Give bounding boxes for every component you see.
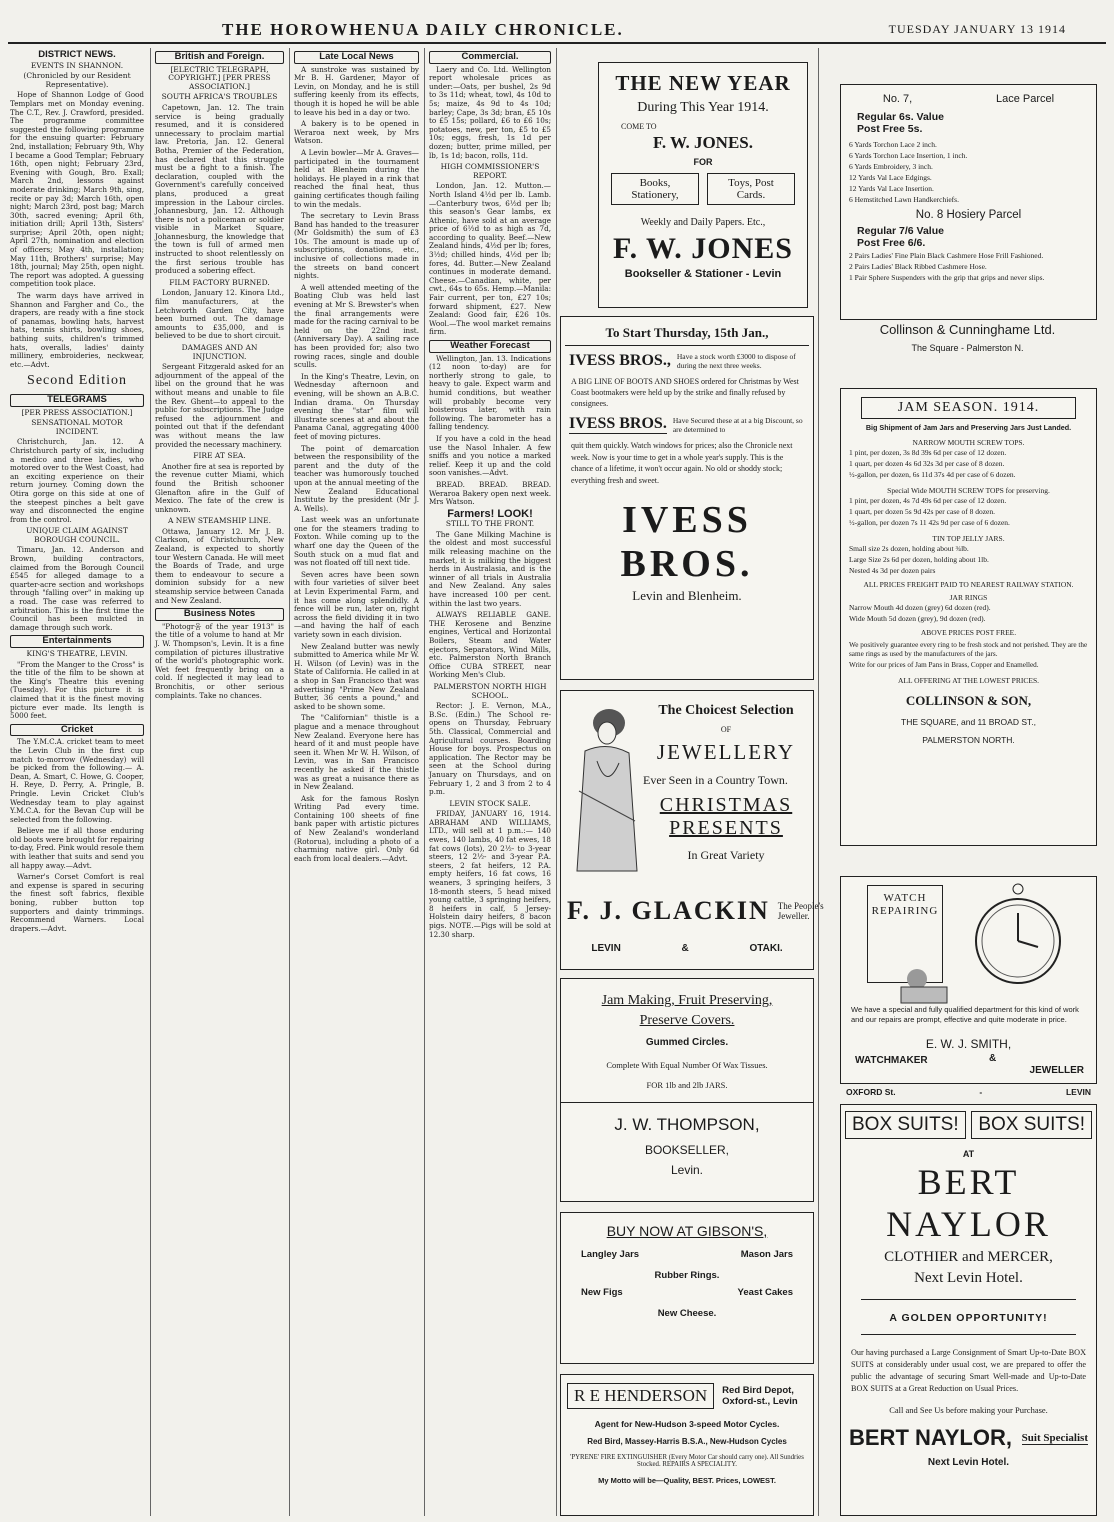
article-heading: FIRE AT SEA. [193, 451, 246, 461]
article-heading: SENSATIONAL MOTOR INCIDENT. [31, 418, 123, 436]
article-byline: (Chronicled by our Resident Representative). [23, 71, 131, 89]
ad-re-henderson [560, 1374, 814, 1516]
advertisement-text: If you have a cold in the head use the Nasol Inhaler. A few sniffs and you notice a marked relief. Keep it up and the cold soon vanishes.—Advt. [429, 433, 551, 478]
article-body: Ottawa, January 12. Mr J. B. Clarkson, of Christchurch, New Zealand, is expected to shortly tour Western Canada. He will meet the Boards of Trade, and urge them to endeavour to secure a dominion subsidy for a new steamship service between Canada and New Zealand. [155, 526, 284, 605]
advertisement-text: Warner's Corset Comfort is real and expense is spared in securing the finest soft fabrics, flexible boning, rubber button top supporters and dainty trimmings. Recommend Warners. Local drapers.—Advt. [10, 872, 144, 933]
parcel-item: 6 Hemstitched Lawn Handkerchiefs. [849, 195, 959, 204]
product-item: Mason Jars [740, 1249, 793, 1260]
ad-text: FOR [693, 157, 713, 167]
article-heading: DAMAGES AND AN INJUNCTION. [181, 343, 258, 361]
ad-fw-jones [598, 62, 808, 308]
ad-subtitle: Big Shipment of Jam Jars and Preserving Jars Just Landed. [865, 423, 1072, 432]
price-row: 1 pint, per dozen, 4s 7d 49s 6d per case of 12 dozen. [849, 496, 1007, 505]
section-heading: Entertainments [10, 635, 144, 648]
ad-merchant-name: E. W. J. SMITH, [925, 1037, 1012, 1051]
section-heading: Cricket [10, 724, 144, 737]
section-heading: Business Notes [155, 608, 284, 621]
ad-text: Our having purchased a Large Consignment of Smart Up-to-Date BOX SUITS at considerably under usual cost, we are prepared to offer the public the advantage of securing Smart Well-made and Up-to-Date BOX SUITS at a Great Reduction on Usual Prices. [851, 1348, 1086, 1393]
ad-title: JAM SEASON. 1914. [861, 397, 1076, 419]
ad-christmas: CHRISTMAS [659, 794, 793, 816]
ad-text: Agent for New-Hudson 3-speed Motor Cycles. [594, 1419, 780, 1429]
parcel-number: No. 7, [882, 93, 913, 105]
article-heading: UNIQUE CLAIM AGAINST BOROUGH COUNCIL. [26, 526, 128, 544]
ad-text: Ever Seen in a Country Town. [643, 773, 788, 787]
ad-text: Gummed Circles. [645, 1037, 729, 1048]
ad-subtitle: Preserve Covers. [639, 1013, 735, 1028]
ad-text: Write for our prices of Jam Pans in Brass, Copper and Enamelled. [849, 661, 1039, 669]
ad-text: ALL OFFERING AT THE LOWEST PRICES. [898, 676, 1039, 685]
ad-text: Weekly and Daily Papers. Etc., [640, 217, 766, 228]
ad-banner: To Start Thursday, 15th Jan., [565, 325, 809, 346]
ad-text: ALL PRICES FREIGHT PAID TO NEAREST RAILWAY STATION. [863, 580, 1074, 589]
ad-title: BUY NOW AT GIBSON'S, [606, 1223, 768, 1239]
ad-motto: My Motto will be—Quality, BEST. Prices, LOWEST. [598, 1476, 776, 1485]
ad-text: Have Secured these at at a big Discount, so are determined to [672, 415, 803, 434]
price-row: 1 pint, per dozen, 3s 8d 39s 6d per case of 12 dozen. [849, 448, 1007, 457]
ad-text: A BIG LINE OF BOOTS AND SHOES ordered for Christmas by West Coast bootmakers were held up by the strike and finally refused by consignees. [571, 377, 799, 408]
article-body: "Photogr움 of the year 1913" is the title of a volume to hand at Mr J. W. Thompson's, Levin. It is a fine compilation of pictures illustrative of the world's photographic work. Wet feet frequently bring on a cold. If neglected it may lead to Bronchitis, or other serious complaints. Take no chances. [155, 621, 284, 700]
parcel-item: 6 Yards Torchon Lace Insertion, 1 inch. [849, 151, 968, 160]
ad-town: Levin. [670, 1163, 704, 1177]
price-row: 1 quart, per dozen 5s 9d 42s per case of 8 dozen. [849, 507, 995, 516]
ad-ewj-smith [840, 876, 1097, 1084]
advertisement-text: The warm days have arrived in Shannon and Fargher and Co., the drapers, are ready with a fine stock of panamas, bowling hats, harvest hats, tennis shirts, bowling shoes, bathing suits, children's trimmed hats, overalls, ladies' dainty millinery, embroideries, neckwear, etc.—Advt. [10, 291, 144, 369]
ad-subtitle: A GOLDEN OPPORTUNITY! [889, 1312, 1048, 1324]
ad-address: Red Bird Depot, Oxford-st., Levin [722, 1385, 798, 1407]
product-item: New Figs [581, 1287, 623, 1298]
product-item: Yeast Cakes [737, 1287, 793, 1298]
parcel-title: No. 8 Hosiery Parcel [915, 209, 1022, 221]
ad-jw-thompson [560, 978, 814, 1202]
ad-trade: BOOKSELLER, [644, 1143, 730, 1157]
section-heading: Commercial. [429, 51, 551, 64]
ad-text: The People's Jeweller. [777, 901, 824, 921]
ad-trade: CLOTHIER and MERCER, [884, 1249, 1053, 1265]
ad-subtitle: During This Year 1914. [637, 100, 769, 115]
article-body: The secretary to Levin Brass Band has handed to the treasurer (Mr Goldsmith) the sum of £3 10s. The amount is made up of subscriptions, donations, etc., inclusive of collections made in the streets on band concert nights. [294, 211, 419, 281]
ad-section: NARROW MOUTH SCREW TOPS. [912, 438, 1025, 447]
article-body: London, Jan. 12. Mutton.—North Island 4½d per lb. Lamb.—Canterbury twos, 6½d per lb; this season's Gear lambs, ex Athenic, have sold at an average price of 6½d to as high as 7d, according to quality. Beef.—New Zealand hinds, 4½d per lb; fores, 3½d; chilled hinds, 4½d per lb; fores, 4d. Butter.—New Zealand continues in moderate demand. Cheese.—Canadian, white, per cwt., 64s to 65s. Hemp.—Manila: Fair current, per ton, £27 10s; forward shipment, £27. New Zealand: Good fair, £26 10s. Wool.—The wool market remains firm. [429, 181, 551, 337]
ad-box-toys: Toys, Post Cards. [707, 173, 795, 205]
ad-jam-season [840, 388, 1097, 846]
section-heading: TELEGRAMS [10, 394, 144, 407]
column-separator [818, 48, 819, 1516]
ad-merchant-name-large: IVESS BROS. [620, 499, 754, 585]
ad-town: LEVIN [1065, 1087, 1091, 1097]
column-separator [289, 48, 290, 1516]
ad-merchant-name: J. W. THOMPSON, [614, 1115, 760, 1134]
farmers-heading: Farmers! LOOK! [447, 507, 533, 520]
advertisement-text: The Gane Milking Machine is the oldest and most successful milk releasing machine on the market, it is milking the biggest herds in Australasia, and is the winner of all trials in Australia and New Zealand. Any sales have increased 100 per cent. within the last two years. [429, 529, 551, 608]
advertisement-text: Believe me if all those enduring old boots were brought for repairing to-day, Fred. Pink would resole them with leather that suits and send you all happy away.—Advt. [10, 826, 144, 870]
advertisement-text: BREAD. BREAD. BREAD. Weraroa Bakery open next week. Mrs Watson. [429, 479, 551, 507]
ad-collinson-cunninghame [840, 84, 1097, 320]
farmers-subheading: STILL TO THE FRONT. [445, 519, 535, 529]
price-row: Small size 2s dozen, holding about ¾lb. [849, 544, 969, 553]
parcel-item: 6 Yards Torchon Lace 2 inch. [849, 140, 937, 149]
advertisement-text: Rector: J. E. Vernon, M.A., B.Sc. (Edin.) The School re-opens on Thursday, February 5th. Classical, Commercial and Agricultural courses. Boarding House for boys. Prospectus on application. The Rector may be seen at the School during January on Thursdays, and on February 1, 2 and 3 from 2 to 4 p.m. [429, 701, 551, 797]
ad-trade: Bookseller & Stationer - Levin [624, 268, 782, 280]
parcel-post-free: Post Free 6/6. [857, 237, 926, 249]
article-body: Another fire at sea is reported by the revenue cutter Miami, which found the British schooner Glenafton afire in the Gulf of Mexico. The fate of the crew is unknown. [155, 461, 284, 514]
ad-town: OTAKI. [749, 943, 783, 954]
second-edition-heading: Second Edition [27, 373, 127, 389]
ad-text: Have a stock worth £3000 to dispose of during the next three weeks. [676, 352, 796, 370]
column-separator [424, 48, 425, 1516]
article-body: A bakery is to be opened in Weraroa next week, by Mrs Watson. [294, 119, 419, 146]
ad-section: TIN TOP JELLY JARS. [932, 534, 1005, 543]
ad-trade: WATCHMAKER [855, 1055, 928, 1066]
ad-text: & [681, 943, 689, 954]
ad-presents: PRESENTS [669, 817, 783, 839]
ad-merchant-name: BERT NAYLOR [886, 1162, 1051, 1244]
parcel-item: 12 Yards Val Lace Insertion. [849, 184, 934, 193]
article-heading: A NEW STEAMSHIP LINE. [167, 516, 272, 526]
ad-merchant-name: R E HENDERSON [567, 1383, 714, 1409]
column-separator [556, 48, 557, 1516]
article-body: A well attended meeting of the Boating Club was held last evening at Mr S. Brewster's when the final arrangements were made for the racing carnival to be held on the 22nd inst. (Anniversary Day). A sailing race has been provided for; also two rowing races, single and double sculls. [294, 282, 419, 370]
article-body: Sergeant Fitzgerald asked for an adjournment of the appeal of the libel on the ground that he was without means and unable to file the Rev. Ghent—to appeal to the public for subscriptions. The Judge refused the adjournment and pointed out that if the defendant was without means the law provided the necessary machinery. [155, 362, 284, 449]
parcel-item: 2 Pairs Ladies' Black Ribbed Cashmere Hose. [849, 262, 987, 271]
ad-merchant-name: IVESS BROS., [569, 352, 671, 369]
parcel-item: 1 Pair Sphere Suspenders with the grip that grips and never slips. [849, 273, 1045, 282]
section-heading: British and Foreign. [155, 51, 284, 64]
ad-text: We have a special and fully qualified department for this kind of work and our repairs are prompt, effective and quite moderate in price. [851, 1005, 1079, 1024]
pocket-watch-icon [963, 881, 1073, 991]
watchmaker-illustration [887, 965, 967, 1005]
parcel-item: 12 Yards Val Lace Edgings. [849, 173, 932, 182]
product-item: New Cheese. [657, 1308, 717, 1319]
article-body: Wellington, Jan. 13. Indications (12 noon to-day) are for northerly strong to gale, to heavy to gale. Expect warm and humid conditions, but weather will probably become very boisterous later, with rain following. The barometer has a falling tendency. [429, 353, 551, 432]
ad-label: WATCH REPAIRING [871, 892, 939, 917]
ad-gibsons [560, 1212, 814, 1364]
ad-text: AT [962, 1149, 975, 1159]
ad-trade: JEWELLER [1029, 1065, 1084, 1076]
article-body: In the King's Theatre, Levin, on Wednesday afternoon and evening, will be shown an A.B.C. Indian drama. On Thursday evening the "star" film will illustrate scenes at and about the Panama Canal, aggregating 4000 feet of moving pictures. [294, 371, 419, 441]
parcel-regular-value: Regular 7/6 Value [857, 225, 944, 237]
ad-title: Jam Making, Fruit Preserving, [601, 993, 773, 1008]
article-body: Last week was an unfortunate one for the steamers trading to Foxton. While coming up to the wharf one day the Queen of the South stuck on a mud flat and was not floated off till next tide. [294, 515, 419, 568]
ad-headline: BOX SUITS! [971, 1111, 1092, 1139]
column-separator [150, 48, 151, 1516]
masthead [0, 0, 1114, 40]
advertisement-text: ALWAYS RELIABLE GANE. THE Kerosene and Benzine engines, Vertical and Horizontal Boilers, Steam and Water ejectors, Separators, Wind Mills, etc. Palmerston North Branch Office CUBA STREET, near Working Men's Club. [429, 610, 551, 680]
article-body: A Levin bowler—Mr A. Graves—participated in the tournament held at Blenheim during the holidays. He played in a rink that reached the final heat, thus gaining certificates though failing to win the medals. [294, 147, 419, 209]
parcel-regular-value: Regular 6s. Value [857, 111, 944, 123]
article-body: Timaru, Jan. 12. Anderson and Brown, building contractors, claimed from the Borough Council £545 for alleged damage to a quarter-acre section and workshops through "falling over" in making up a road. The case was referred to arbitration. This is the first time the Council has been mulcted in damage through such work. [10, 545, 144, 632]
woman-illustration [567, 701, 647, 876]
ad-merchant-name: BERT NAYLOR, [849, 1425, 1012, 1450]
column-district-news [10, 48, 144, 1514]
ad-text: Red Bird, Massey-Harris B.S.A., New-Hudson Cycles [587, 1437, 787, 1446]
ad-text: In Great Variety [687, 848, 765, 862]
ad-towns: Levin and Blenheim. [632, 588, 742, 603]
ad-ivess-bros [560, 316, 814, 680]
article-body: London, January 12. Kinora Ltd., film manufacturers, at the Letchworth Garden City, have been burned out. The damage amounts to £35,000, and is believed to be due to short circuit. [155, 288, 284, 341]
ad-box-books: Books, Stationery, [611, 173, 699, 205]
price-row: Wide Mouth 5d dozen (grey), 9d dozen (red). [849, 614, 986, 623]
ad-headline: BOX SUITS! [845, 1111, 966, 1139]
parcel-title: Lace Parcel [996, 93, 1055, 105]
price-row: ½-gallon, per dozen 7s 11 42s 9d per case of 6 dozen. [849, 518, 1010, 527]
article-body: "From the Manger to the Cross" is the title of the film to be shown at the King's Theatre this evening (Tuesday). For this picture it is claimed that it is the finest moving picture ever made. Its length is 5000 feet. [10, 659, 144, 721]
article-heading: KING'S THEATRE, LEVIN. [26, 649, 128, 658]
ad-merchant-name: COLLINSON & SON, [905, 693, 1032, 708]
price-row: Large Size 2s 6d per dozen, holding about 1lb. [849, 555, 989, 564]
column-late-local-news [294, 48, 419, 1514]
section-heading: Weather Forecast [429, 340, 551, 353]
article-body: Capetown, Jan. 12. The train service is being gradually resumed, and it is considered unnecessary to proclaim martial law. Pretoria, Jan. 12. General Botha, Premier of the Federation, has declared that this struggle must be a fight to a finish. The declaration, coupled with the Government's carefully conceived plans, produced a great impression in the Labour circles. Johannesburg, Jan. 12. Although there is not a policeman or soldier visible in Market Square, Johannesburg, the knowledge that the town is full of armed men instructed to shoot relentlessly on the first serious trouble has produced a sobering effect. [155, 102, 284, 276]
article-heading: FILM FACTORY BURNED. [169, 277, 270, 287]
ad-text: Call and See Us before making your Purchase. [889, 1405, 1048, 1415]
article-body: Christchurch, Jan. 12. A Christchurch party of six, including a medico and three ladies, who motored over to the West Coast, had an exciting experience on their return journey. Coming down the Otira gorge on this side at one of the steepest pinches a belt gave way and disconnected the engine from the control. [10, 437, 144, 524]
price-row: Nested 4s 3d per dozen pairs [849, 566, 936, 575]
ad-title: The Choicest Selection [658, 703, 794, 718]
cable-credit: [ELECTRIC TELEGRAPH, COPYRIGHT.] [PER PRESS ASSOCIATION.] [168, 64, 271, 91]
newspaper-title: THE HOROWHENUA DAILY CHRONICLE. [222, 20, 624, 39]
article-body: A sunstroke was sustained by Mr B. H. Gardener, Mayor of Levin, on Monday, and he is still suffering keenly from its effects, though it is hoped he will be able to leave his bed in a day or two. [294, 64, 419, 117]
ad-text: We positively guarantee every ring to be fresh stock and not perished. They are the same rings as used by the manufacturers of the jars. [849, 641, 1088, 658]
ad-address: Next Levin Hotel. [927, 1457, 1010, 1468]
ad-jewellery: JEWELLERY [656, 740, 796, 764]
ad-address: THE SQUARE, and 11 BROAD ST., [901, 717, 1036, 727]
ad-trade: Suit Specialist [1021, 1431, 1088, 1444]
ad-text: ABOVE PRICES POST FREE. [920, 628, 1017, 637]
ad-merchant-name: F. W. JONES. [653, 133, 753, 152]
article-body: The point of demarcation between the responsibility of the parent and the duty of the teacher was humorously touched upon at the annual meeting of the New Zealand Educational Institute by the president (Mr J. A. Wells). [294, 443, 419, 513]
masthead-rule [8, 42, 1106, 44]
ad-address: Next Levin Hotel. [914, 1270, 1023, 1286]
article-heading: HIGH COMMISSIONER'S REPORT. [440, 162, 540, 180]
ad-merchant-name: Collinson & Cunninghame Ltd. [879, 322, 1056, 337]
article-heading: EVENTS IN SHANNON. [30, 60, 124, 70]
ad-text: 'PYRENE' FIRE EXTINGUISHER (Every Motor Car should carry one). All Sundries Stocked. REPAIRS A SPECIALITY. [570, 1454, 804, 1468]
product-item: Rubber Rings. [654, 1270, 720, 1281]
ad-town: LEVIN [591, 943, 621, 954]
press-association-credit: [PER PRESS ASSOCIATION.] [21, 407, 133, 417]
ad-town: PALMERSTON NORTH. [922, 735, 1015, 745]
article-heading: SOUTH AFRICA'S TROUBLES [161, 92, 278, 102]
article-body: The Y.M.C.A. cricket team to meet the Levin Club in the first cup match to-morrow (Wednesday) will be picked from the following.— A. Dean, A. Smart, C. Howe, G. Cooper, H. Reye, D. Perry, A. Pringle, B. Pringle. Levin Cricket Club's Wednesday team to play against Y.M.C.A. for the Bevan Cup will be selected from the following. [10, 737, 144, 824]
ad-text: COME TO [621, 122, 657, 131]
price-row: 1 quart, per dozen 4s 6d 32s 3d per case of 8 dozen. [849, 459, 1005, 468]
ad-merchant-name: F. J. GLACKIN [567, 896, 770, 925]
article-body: Seven acres have been sown with four varieties of silver beet at Levin Experimental Farm, and it has come along splendidly. A fence will be run, later on, right across the field dividing it in two—and having the half of each variety sown in each division. [294, 569, 419, 639]
advertisement-text: FRIDAY, JANUARY 16, 1914. ABRAHAM AND WILLIAMS, LTD., will sell at 1 p.m.:— 140 ewes, 140 lambs, 40 fat ewes, 18 fat cows (lots), 20 2½- to 3-year steers, 12 2½- and 3-year P.A. steers, 2 fat heifers, 12 P.A. empty heifers, 16 fat cows, 16 weaners, 3 springing heifers, 3 18-month steers, 5 head mixed young cattle, 3 springing heifers, 8 heifers in calf, 5 Jersey-Holstein dairy heifers, 8 bacon pigs. NOTE.—Pigs will be sold at 12.30 sharp. [429, 809, 551, 939]
ad-text: FOR 1lb and 2lb JARS. [646, 1080, 728, 1090]
ad-address: The Square - Palmerston N. [911, 343, 1024, 353]
parcel-item: 2 Pairs Ladies' Fine Plain Black Cashmere Hose Frill Fashioned. [849, 251, 1044, 260]
ad-section: Special Wide MOUTH SCREW TOPS for preserving. [887, 486, 1050, 495]
article-heading: LEVIN STOCK SALE. [449, 798, 531, 808]
column-british-foreign [155, 48, 284, 1514]
article-heading: PALMERSTON NORTH HIGH SCHOOL. [433, 681, 547, 700]
ad-title: THE NEW YEAR [615, 71, 791, 95]
section-heading: Late Local News [294, 51, 419, 64]
ad-glackin-jeweller [560, 690, 824, 970]
ad-merchant-name: IVESS BROS. [569, 415, 667, 432]
issue-date: TUESDAY JANUARY 13 1914 [888, 22, 1066, 36]
advertisement-text: Ask for the famous Roslyn Writing Pad every time. Containing 100 sheets of fine bank paper with artistic pictures of New Zealand's wonderland (Rotorua), including a photo of a charming native girl. Only 6d each from local dealers.—Advt. [294, 793, 419, 863]
ad-text: & [989, 1053, 997, 1064]
price-row: ½-gallon, per dozen, 6s 11d 37s 4d per case of 6 dozen. [849, 470, 1016, 479]
ad-street: OXFORD St. [846, 1087, 896, 1097]
article-body: The "Californian" thistle is a plague and a menace throughout New Zealand. Everyone here has heard of it and must people have seen it. When Mr W. H. Wilson, of Levin, was in San Francisco recently he asked if the thistle was as great a nuisance there as in New Zealand. [294, 713, 419, 792]
ad-bert-naylor [840, 1104, 1097, 1516]
product-item: Langley Jars [581, 1249, 640, 1260]
ad-text: quit them quickly. Watch windows for prices; also the Chronicle next week. Now is your time to get in a whole year's supply. This is the chance of a lifetime, it won't occur again. No old or shoddy stock; everything fresh and sweet. [571, 441, 793, 485]
ad-merchant-name-large: F. W. JONES [613, 232, 793, 265]
parcel-item: 6 Yards Embroidery, 3 inch. [849, 162, 933, 171]
ad-text: OF [720, 725, 732, 734]
article-body: Hope of Shannon Lodge of Good Templars met on Monday evening. The C.T., Rev. J. Crawford, presided. The programme committee suggested the following programme for the ensuing quarter: February 2nd, installation; February 9th, Why I became a Good Templar; February 16th, open night; February 23rd, Evening with Gough, Bro. Exall; March 2nd, lessons against moderate drinking; March 9th, sing, recite or pay 3d; March 16th, open night; March 23rd, post bag; March 30th, sacred evening; April 6th, initiation drill; April 13th, Sisters' surprise; April 20th, open night; April 27th, nomination and election of officers; May 4th, installation; May 11th, Brothers' surprise; May 18th, journal; May 25th, open night. The report was adopted. A guessing competition took place. [10, 90, 144, 289]
price-row: Narrow Mouth 4d dozen (grey) 6d dozen (red). [849, 603, 991, 612]
section-heading: DISTRICT NEWS. [38, 49, 116, 60]
article-body: Laery and Co. Ltd. Wellington report wholesale prices as under:—Oats, per bushel, 2s 9d to 3s 11d; wheat, towl, 4s 10d to 5s; maize, 4s 9d to 4s 10d; barley; Cape, 3s 3d; bran, £5 10s to £5 15s; pollard, £6 to £6 10s; potatoes, new, per ton, £5 to £5 10s; eggs, fresh, 1s 1d per dozen; butter, prime milled, per lb, 1s 1d; bacon, rolls, 11d. [429, 64, 551, 160]
article-body: New Zealand butter was newly submitted to America while Mr W. H. Wilson (of Levin) was in the State of California. He called in at a shop in San Francisco that was advertising "Prime New Zealand Butter, 36 cents a pound," and asked to be shown some. [294, 641, 419, 711]
ad-text: - [979, 1087, 983, 1097]
parcel-post-free: Post Free 5s. [857, 123, 923, 135]
column-commercial [429, 48, 551, 1514]
ad-text: Complete With Equal Number Of Wax Tissues. [606, 1060, 768, 1070]
ad-section: JAR RINGS [949, 593, 988, 602]
